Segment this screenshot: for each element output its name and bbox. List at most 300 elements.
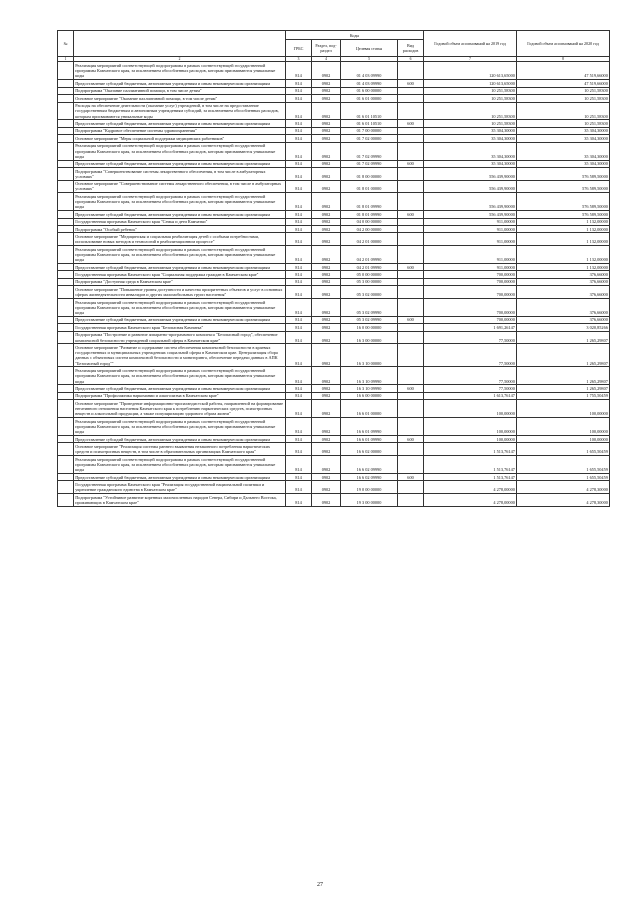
- table-row: [58, 264, 610, 271]
- row-value-2019: 35 304,30000: [424, 127, 517, 134]
- row-vid: 600: [398, 160, 424, 167]
- row-number: [58, 385, 74, 392]
- table-row: [58, 168, 610, 181]
- row-number: [58, 127, 74, 134]
- table-row: [58, 385, 610, 392]
- row-target: 05 3 00 00000: [341, 278, 398, 285]
- row-vid: [398, 233, 424, 246]
- row-target: 16 3 10 09990: [341, 367, 398, 385]
- row-vid: [398, 418, 424, 436]
- row-section: 0902: [312, 316, 341, 323]
- row-value-2019: 100,00000: [424, 435, 517, 442]
- row-value-2019: 4 278,00000: [424, 494, 517, 507]
- row-value-2020: 1 132,00000: [517, 218, 610, 225]
- table-row: [58, 102, 610, 120]
- row-section: 0902: [312, 392, 341, 399]
- row-name: Подпрограмма "Устойчивое развитие коренных малочисленных народов Севера, Сибири и Дальнего Востока, проживающих в Камчатском крае": [74, 494, 286, 507]
- row-name: Основное мероприятие "Меры социальной поддержки медицинских работников": [74, 135, 286, 142]
- row-name: Основное мероприятие "Повышение уровня доступности и качества приоритетных объектов и услуг в основных сферах жизнедеятельности инвалидов и других маломобильных групп населения": [74, 286, 286, 299]
- row-vid: [398, 102, 424, 120]
- row-value-2019: 911,00000: [424, 233, 517, 246]
- row-target: 05 3 02 09990: [341, 316, 398, 323]
- row-target: 05 0 00 00000: [341, 271, 398, 278]
- row-section: 0902: [312, 298, 341, 316]
- row-number: [58, 286, 74, 299]
- row-name: Расходы на обеспечение деятельности (оказание услуг) учреждений, в том числе на предоставление государственным бюджетным и автономным учреждениям субсидий, за исключением обособленных расходов, которым присваиваются уникальные коды: [74, 102, 286, 120]
- row-vid: [398, 62, 424, 80]
- table-row: [58, 331, 610, 344]
- row-target: 16 6 02 00000: [341, 443, 398, 456]
- row-value-2019: 700,00000: [424, 298, 517, 316]
- row-grbs: 814: [286, 180, 312, 193]
- row-target: 16 6 01 09990: [341, 418, 398, 436]
- row-name: Предоставление субсидий бюджетным, автономным учреждениям и иным некоммерческим организациям: [74, 264, 286, 271]
- row-name: Государственная программа Камчатского края "Семья и дети Камчатки": [74, 218, 286, 225]
- row-grbs: 814: [286, 344, 312, 367]
- column-index: 1: [58, 57, 74, 62]
- table-row: [58, 400, 610, 418]
- table-row: [58, 494, 610, 507]
- row-number: [58, 481, 74, 494]
- row-value-2019: 35 304,30000: [424, 135, 517, 142]
- column-index: 8: [517, 57, 610, 62]
- row-value-2020: 1 265,29807: [517, 385, 610, 392]
- row-section: 0902: [312, 473, 341, 480]
- row-target: 01 8 01 09990: [341, 211, 398, 218]
- row-vid: [398, 324, 424, 331]
- row-value-2020: 376,66000: [517, 286, 610, 299]
- row-name: Основное мероприятие "Реализация системы раннего выявления незаконного потребления наркотических средств и психотропных веществ, в том числе в образовательных организациях Камчатского края": [74, 443, 286, 456]
- row-section: 0902: [312, 246, 341, 264]
- row-section: 0902: [312, 278, 341, 285]
- row-number: [58, 226, 74, 233]
- row-number: [58, 62, 74, 80]
- row-section: 0902: [312, 385, 341, 392]
- row-number: [58, 135, 74, 142]
- row-number: [58, 331, 74, 344]
- row-value-2020: 100,00000: [517, 418, 610, 436]
- row-number: [58, 95, 74, 102]
- row-target: 04 2 01 09990: [341, 246, 398, 264]
- row-section: 0902: [312, 367, 341, 385]
- row-name: Предоставление субсидий бюджетным, автономным учреждениям и иным некоммерческим организациям: [74, 316, 286, 323]
- table-row: [58, 80, 610, 87]
- table-row: [58, 135, 610, 142]
- row-section: 0902: [312, 127, 341, 134]
- row-section: 0902: [312, 120, 341, 127]
- header-2019: Годовой объем ассигнований на 2019 год: [424, 31, 517, 57]
- row-vid: [398, 456, 424, 474]
- row-name: Подпрограмма "Совершенствование системы лекарственного обеспечения, в том числе в амбулаторных условиях": [74, 168, 286, 181]
- row-name: Основное мероприятие "Медицинская и социальная реабилитация детей с особыми потребностями, использование новых методов и технологий в реабилитационном процессе": [74, 233, 286, 246]
- row-target: 01 7 02 09990: [341, 160, 398, 167]
- row-grbs: 814: [286, 135, 312, 142]
- row-vid: 600: [398, 120, 424, 127]
- row-value-2019: 120 613,65000: [424, 80, 517, 87]
- row-value-2019: 700,00000: [424, 316, 517, 323]
- table-row: [58, 218, 610, 225]
- row-vid: [398, 87, 424, 94]
- row-grbs: 814: [286, 127, 312, 134]
- row-value-2020: 1 655,50459: [517, 456, 610, 474]
- row-vid: [398, 443, 424, 456]
- row-value-2019: 120 613,65000: [424, 62, 517, 80]
- row-name: Основное мероприятие "Совершенствование системы лекарственного обеспечения, в том числе в амбулаторных условиях": [74, 180, 286, 193]
- row-number: [58, 418, 74, 436]
- row-number: [58, 344, 74, 367]
- table-row: [58, 473, 610, 480]
- row-value-2020: 376,66000: [517, 271, 610, 278]
- row-value-2020: 1 655,50459: [517, 443, 610, 456]
- row-value-2020: 10 251,58300: [517, 95, 610, 102]
- row-section: 0902: [312, 435, 341, 442]
- column-index: 4: [312, 57, 341, 62]
- row-grbs: 814: [286, 264, 312, 271]
- row-target: 01 6 01 10510: [341, 102, 398, 120]
- row-target: 01 8 00 00000: [341, 168, 398, 181]
- row-name: Подпрограмма "Построение и развитие аппаратно-программного комплекса "Безопасный город", обеспечение комплексной безопасности учреждений социальной сферы в Камчатском крае": [74, 331, 286, 344]
- table-row: [58, 392, 610, 399]
- header-no: №: [58, 31, 74, 57]
- column-index: 7: [424, 57, 517, 62]
- row-vid: [398, 95, 424, 102]
- row-grbs: 814: [286, 298, 312, 316]
- row-number: [58, 367, 74, 385]
- row-name: Реализация мероприятий соответствующей подпрограммы в рамках соответствующей государственной программы Камчатского края, за исключением обособленных расходов, которым присваиваются уникальные коды: [74, 456, 286, 474]
- row-target: 04 2 01 00000: [341, 233, 398, 246]
- row-target: 01 6 01 10510: [341, 120, 398, 127]
- row-value-2019: 4 278,00000: [424, 481, 517, 494]
- row-value-2019: 77,50000: [424, 331, 517, 344]
- row-number: [58, 494, 74, 507]
- row-value-2020: 1 265,29807: [517, 367, 610, 385]
- row-name: Предоставление субсидий бюджетным, автономным учреждениям и иным некоммерческим организациям: [74, 160, 286, 167]
- row-value-2019: 100,00000: [424, 418, 517, 436]
- row-number: [58, 218, 74, 225]
- row-value-2020: 1 655,50459: [517, 473, 610, 480]
- row-grbs: 814: [286, 160, 312, 167]
- row-grbs: 814: [286, 226, 312, 233]
- row-value-2019: 1 691,26147: [424, 324, 517, 331]
- row-target: 01 7 02 00000: [341, 135, 398, 142]
- row-value-2019: 700,00000: [424, 271, 517, 278]
- row-value-2020: 4 278,30000: [517, 481, 610, 494]
- row-value-2020: 4 278,30000: [517, 494, 610, 507]
- row-name: Предоставление субсидий бюджетным, автономным учреждениям и иным некоммерческим организациям: [74, 80, 286, 87]
- row-value-2019: 700,00000: [424, 278, 517, 285]
- row-vid: 600: [398, 264, 424, 271]
- row-number: [58, 246, 74, 264]
- row-target: 01 4 03 09990: [341, 62, 398, 80]
- row-vid: [398, 286, 424, 299]
- column-index: 6: [398, 57, 424, 62]
- row-grbs: 814: [286, 278, 312, 285]
- row-section: 0902: [312, 344, 341, 367]
- row-value-2019: 77,50000: [424, 344, 517, 367]
- row-value-2020: 3 020,85266: [517, 324, 610, 331]
- row-grbs: 814: [286, 80, 312, 87]
- row-number: [58, 142, 74, 160]
- table-row: [58, 418, 610, 436]
- row-target: 16 0 00 00000: [341, 324, 398, 331]
- table-row: [58, 95, 610, 102]
- header-codes: Коды: [286, 31, 424, 40]
- row-vid: [398, 135, 424, 142]
- row-value-2020: 10 251,58300: [517, 120, 610, 127]
- row-target: 16 6 02 09990: [341, 473, 398, 480]
- row-name: Государственная программа Камчатского края "Безопасная Камчатка": [74, 324, 286, 331]
- row-value-2019: 10 251,58300: [424, 120, 517, 127]
- table-row: [58, 226, 610, 233]
- row-grbs: 814: [286, 233, 312, 246]
- row-number: [58, 211, 74, 218]
- row-grbs: 814: [286, 218, 312, 225]
- row-name: Основное мероприятие "Развитие и содержание систем обеспечения комплексной безопасности в краевых государственных и муниципальных учреждениях социальной сферы в Камчатском крае. Централизация сбора данных с объектовых систем комплексной безопасности и мониторинга, обеспечение передачи данных в АПК "Безопасный город"": [74, 344, 286, 367]
- row-section: 0902: [312, 443, 341, 456]
- row-section: 0902: [312, 494, 341, 507]
- row-value-2020: 1 132,00000: [517, 246, 610, 264]
- row-value-2019: 10 251,58300: [424, 87, 517, 94]
- row-name: Основное мероприятие "Оказание паллиативной помощи, в том числе детям": [74, 95, 286, 102]
- row-name: Подпрограмма "Кадровое обеспечение системы здравоохранения": [74, 127, 286, 134]
- row-vid: [398, 367, 424, 385]
- row-name: Основное мероприятие "Проведение информационно-пропагандистской работы, направленной на формирование негативного отношения населения Камчатского края к потреблению наркотических средств, психотропных веществ и алкогольной продукции, а также популяризацию здорового образа жизни": [74, 400, 286, 418]
- row-vid: 600: [398, 435, 424, 442]
- row-value-2020: 1 132,00000: [517, 264, 610, 271]
- row-vid: 600: [398, 385, 424, 392]
- row-value-2020: 1 755,50459: [517, 392, 610, 399]
- row-name: Предоставление субсидий бюджетным, автономным учреждениям и иным некоммерческим организациям: [74, 435, 286, 442]
- row-section: 0902: [312, 456, 341, 474]
- row-vid: [398, 400, 424, 418]
- row-value-2020: 35 304,30000: [517, 127, 610, 134]
- row-target: 01 7 02 09990: [341, 142, 398, 160]
- row-target: 01 8 01 09990: [341, 193, 398, 211]
- row-value-2020: 576 589,50000: [517, 193, 610, 211]
- row-target: 16 6 02 09990: [341, 456, 398, 474]
- row-name: Предоставление субсидий бюджетным, автономным учреждениям и иным некоммерческим организациям: [74, 385, 286, 392]
- row-number: [58, 400, 74, 418]
- table-row: [58, 180, 610, 193]
- row-grbs: 814: [286, 87, 312, 94]
- row-grbs: 814: [286, 211, 312, 218]
- row-name: Предоставление субсидий бюджетным, автономным учреждениям и иным некоммерческим организациям: [74, 120, 286, 127]
- table-row: [58, 324, 610, 331]
- row-number: [58, 271, 74, 278]
- row-target: 01 8 01 00000: [341, 180, 398, 193]
- row-number: [58, 443, 74, 456]
- table-row: [58, 233, 610, 246]
- row-number: [58, 435, 74, 442]
- row-vid: [398, 278, 424, 285]
- row-value-2019: 556 439,90000: [424, 211, 517, 218]
- row-value-2019: 77,50000: [424, 385, 517, 392]
- row-value-2019: 1 513,76147: [424, 443, 517, 456]
- row-target: 01 4 03 09990: [341, 80, 398, 87]
- row-section: 0902: [312, 87, 341, 94]
- row-vid: [398, 298, 424, 316]
- row-value-2020: 576 589,50000: [517, 211, 610, 218]
- row-name: Реализация мероприятий соответствующей подпрограммы в рамках соответствующей государственной программы Камчатского края, за исключением обособленных расходов, которым присваиваются уникальные коды: [74, 418, 286, 436]
- row-value-2020: 576 589,50000: [517, 180, 610, 193]
- row-value-2019: 700,00000: [424, 286, 517, 299]
- row-grbs: 814: [286, 271, 312, 278]
- table-row: [58, 87, 610, 94]
- table-row: [58, 481, 610, 494]
- row-section: 0902: [312, 286, 341, 299]
- row-value-2020: 35 304,30000: [517, 142, 610, 160]
- row-value-2020: 376,66000: [517, 298, 610, 316]
- table-row: [58, 344, 610, 367]
- row-target: 19 3 00 00000: [341, 494, 398, 507]
- row-number: [58, 264, 74, 271]
- row-number: [58, 473, 74, 480]
- row-vid: [398, 142, 424, 160]
- header-section: Раздел, под-раздел: [312, 40, 341, 57]
- row-target: 16 3 10 09990: [341, 385, 398, 392]
- column-index: 3: [286, 57, 312, 62]
- row-value-2020: 100,00000: [517, 435, 610, 442]
- row-number: [58, 233, 74, 246]
- row-value-2019: 35 304,30000: [424, 160, 517, 167]
- table-row: [58, 246, 610, 264]
- row-value-2019: 1 513,76147: [424, 456, 517, 474]
- row-value-2019: 911,00000: [424, 246, 517, 264]
- row-value-2020: 47 519,66000: [517, 80, 610, 87]
- row-grbs: 814: [286, 367, 312, 385]
- row-name: Государственная программа Камчатского края "Реализация государственной национальной политики и укрепление гражданского единства в Камчатском крае": [74, 481, 286, 494]
- table-row: [58, 286, 610, 299]
- row-value-2020: 100,00000: [517, 400, 610, 418]
- row-vid: 600: [398, 473, 424, 480]
- table-row: [58, 271, 610, 278]
- row-name: Предоставление субсидий бюджетным, автономным учреждениям и иным некоммерческим организациям: [74, 211, 286, 218]
- row-number: [58, 160, 74, 167]
- row-grbs: 814: [286, 316, 312, 323]
- row-grbs: 814: [286, 142, 312, 160]
- row-target: 16 6 01 00000: [341, 400, 398, 418]
- row-value-2020: 10 251,58300: [517, 87, 610, 94]
- row-section: 0902: [312, 80, 341, 87]
- header-target: Целевая статья: [341, 40, 398, 57]
- row-number: [58, 87, 74, 94]
- row-value-2019: 556 439,90000: [424, 193, 517, 211]
- row-vid: [398, 127, 424, 134]
- row-target: 01 6 00 00000: [341, 87, 398, 94]
- row-value-2019: 35 304,30000: [424, 142, 517, 160]
- row-number: [58, 278, 74, 285]
- table-row: [58, 193, 610, 211]
- row-vid: [398, 226, 424, 233]
- row-vid: [398, 180, 424, 193]
- row-number: [58, 193, 74, 211]
- row-vid: [398, 494, 424, 507]
- row-name: Государственная программа Камчатского края "Социальная поддержка граждан в Камчатском крае": [74, 271, 286, 278]
- row-value-2019: 10 251,58300: [424, 102, 517, 120]
- row-grbs: 814: [286, 385, 312, 392]
- row-value-2019: 1 613,76147: [424, 392, 517, 399]
- row-name: Подпрограмма "Профилактика наркомании и алкоголизма в Камчатском крае": [74, 392, 286, 399]
- row-grbs: 814: [286, 120, 312, 127]
- table-row: [58, 160, 610, 167]
- row-target: 05 3 02 00000: [341, 286, 398, 299]
- row-section: 0902: [312, 135, 341, 142]
- row-grbs: 814: [286, 435, 312, 442]
- row-value-2019: 100,00000: [424, 400, 517, 418]
- row-grbs: 814: [286, 443, 312, 456]
- row-section: 0902: [312, 95, 341, 102]
- header-2020: Годовой объем ассигнований на 2020 год: [517, 31, 610, 57]
- row-section: 0902: [312, 418, 341, 436]
- row-value-2020: 10 251,58300: [517, 102, 610, 120]
- row-vid: 600: [398, 80, 424, 87]
- column-index: 5: [341, 57, 398, 62]
- table-row: [58, 142, 610, 160]
- row-value-2020: 376,66000: [517, 278, 610, 285]
- table-row: [58, 62, 610, 80]
- row-name: Реализация мероприятий соответствующей подпрограммы в рамках соответствующей государственной программы Камчатского края, за исключением обособленных расходов, которым присваиваются уникальные коды: [74, 193, 286, 211]
- row-vid: [398, 392, 424, 399]
- row-name: Подпрограмма "Доступная среда в Камчатском крае": [74, 278, 286, 285]
- row-target: 01 7 00 00000: [341, 127, 398, 134]
- row-value-2020: 1 132,00000: [517, 226, 610, 233]
- row-value-2019: 911,00000: [424, 218, 517, 225]
- row-section: 0902: [312, 168, 341, 181]
- header-name: [74, 31, 286, 57]
- row-vid: [398, 246, 424, 264]
- row-value-2020: 1 132,00000: [517, 233, 610, 246]
- row-vid: [398, 481, 424, 494]
- row-target: 05 3 02 09990: [341, 298, 398, 316]
- table-row: [58, 367, 610, 385]
- row-section: 0902: [312, 142, 341, 160]
- row-grbs: 814: [286, 456, 312, 474]
- row-value-2020: 376,66000: [517, 316, 610, 323]
- row-grbs: 814: [286, 392, 312, 399]
- row-section: 0902: [312, 400, 341, 418]
- row-number: [58, 180, 74, 193]
- row-value-2020: 47 519,66000: [517, 62, 610, 80]
- row-grbs: 814: [286, 193, 312, 211]
- row-section: 0902: [312, 331, 341, 344]
- row-value-2019: 911,00000: [424, 226, 517, 233]
- table-row: [58, 435, 610, 442]
- row-target: 04 0 00 00000: [341, 218, 398, 225]
- row-number: [58, 316, 74, 323]
- row-section: 0902: [312, 271, 341, 278]
- row-value-2020: 35 304,30000: [517, 135, 610, 142]
- header-grbs: ГРБС: [286, 40, 312, 57]
- row-vid: [398, 344, 424, 367]
- row-name: Реализация мероприятий соответствующей подпрограммы в рамках соответствующей государственной программы Камчатского края, за исключением обособленных расходов, которым присваиваются уникальные коды: [74, 246, 286, 264]
- row-section: 0902: [312, 226, 341, 233]
- budget-table: [57, 30, 610, 507]
- page-number: 27: [317, 882, 323, 888]
- table-row: [58, 211, 610, 218]
- row-value-2019: 1 513,76147: [424, 473, 517, 480]
- row-target: 04 2 00 00000: [341, 226, 398, 233]
- row-grbs: 814: [286, 246, 312, 264]
- row-value-2020: 576 589,50000: [517, 168, 610, 181]
- row-value-2019: 77,50000: [424, 367, 517, 385]
- row-section: 0902: [312, 62, 341, 80]
- table-row: [58, 127, 610, 134]
- row-grbs: 814: [286, 286, 312, 299]
- row-value-2019: 10 251,58300: [424, 95, 517, 102]
- table-row: [58, 120, 610, 127]
- row-target: 19 0 00 00000: [341, 481, 398, 494]
- row-section: 0902: [312, 481, 341, 494]
